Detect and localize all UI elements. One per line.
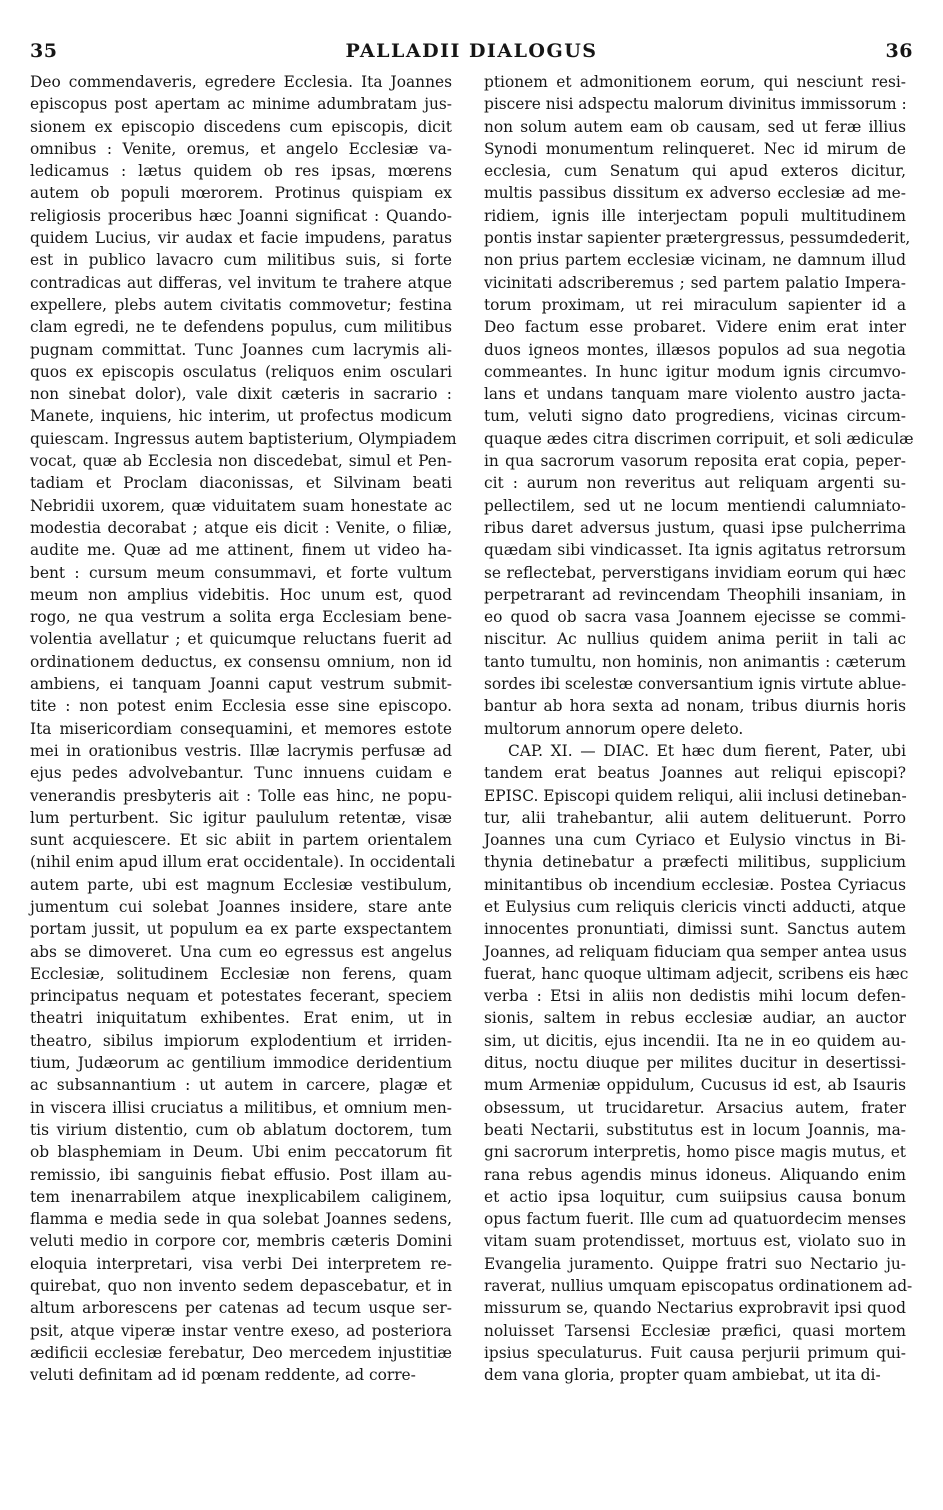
text-line: quos ex episcopis osculatus (reliquos enim osculari	[30, 362, 452, 381]
text-line: expellere, plebs autem civitatis commovetur; festina	[30, 295, 452, 314]
paragraph-chapter-xi	[484, 740, 913, 1387]
text-line: clam egredi, ne te defendens populus, cum militibus	[30, 318, 452, 337]
text-line: tem inenarrabilem atque inexplicabilem caliginem,	[30, 1187, 452, 1206]
text-line: missurum se, quando Nectarius exprobravit ipsi quod	[484, 1299, 906, 1318]
text-line: sionis, saltem in rebus ecclesiæ audiar, an auctor	[484, 1009, 906, 1028]
text-line: bent : cursum meum consummavi, et forte vultum	[30, 563, 452, 582]
text-line: Evangelia juramento. Quippe fratri suo Nectario ju-	[484, 1254, 906, 1273]
text-line: fuerat, hanc quoque ultimam adjecit, scribens eis hæc	[484, 964, 909, 983]
text-line: eo quod ob sacra vasa Joannem ejecisse se commi-	[484, 608, 906, 627]
text-line: in viscera illisi cruciatus a militibus, et omnium men-	[30, 1098, 452, 1117]
text-line: noluisset Tarsensi Ecclesiæ præfici, quasi mortem	[484, 1321, 906, 1340]
text-line: minitantibus ob incendium ecclesiæ. Postea Cyriacus	[484, 875, 906, 894]
text-line: tadiam et Proclam diaconissas, et Silvinam beati	[30, 474, 452, 493]
running-title: PALLADII DIALOGUS	[345, 40, 598, 62]
text-line: et actio ipsa loquitur, cum suiipsius causa bonum	[484, 1187, 906, 1206]
text-line: beati Nectarii, substitutus est in locum Joannis, ma-	[484, 1120, 906, 1139]
text-line: Synodi monumentum relinqueret. Nec id mirum de	[484, 139, 906, 158]
text-line: veluti medio in corpore cor, membris cæteris Domini	[30, 1232, 452, 1251]
text-line: lans et undans tanquam mare violento austro jacta-	[484, 385, 906, 404]
text-line: multis passibus dissitum ex adverso ecclesiæ ad me-	[484, 184, 906, 203]
text-line: ledicamus : lætus quidem ob res ipsas, mœrens	[30, 162, 452, 181]
page-number-right: 36	[885, 40, 913, 62]
text-line: vitam suam protendisset, mortuus est, violato suo in	[484, 1232, 906, 1251]
text-line: thynia detinebatur a præfecti militibus, supplicium	[484, 853, 906, 872]
text-line: tandem erat beatus Joannes aut reliqui episcopi?	[484, 764, 906, 783]
text-line: tum, veluti signo dato progrediens, vicinas circum-	[484, 407, 906, 426]
text-line: opus factum fuerit. Ille cum ad quatuordecim menses	[484, 1210, 906, 1229]
left-column	[30, 71, 457, 1387]
text-line: rogo, ne qua vestrum a solita erga Ecclesiam bene-	[30, 608, 452, 627]
text-line: omnibus : Venite, oremus, et angelo Ecclesiæ va-	[30, 139, 452, 158]
text-line: sionem ex episcopio discedens cum episcopis, dicit	[30, 117, 452, 136]
text-line: tite : non potest enim Ecclesia esse sine episcopo.	[30, 697, 452, 716]
text-line: torum proximam, ut rei miraculum sapienter id a	[484, 295, 906, 314]
text-line: principatus nequam et potestates fecerant, speciem	[30, 987, 452, 1006]
text-line: audite me. Quæ ad me attinent, finem ut video ha-	[30, 541, 452, 560]
text-line: altum arborescens per catenas ad tecum usque ser-	[30, 1299, 452, 1318]
text-line: episcopus post apertam ac minime adumbratam jus-	[30, 95, 452, 114]
text-line: dem vana gloria, propter quam ambiebat, ut ita di-	[484, 1366, 881, 1385]
text-line: theatro, sibilus impiorum explodentium et irriden-	[30, 1031, 452, 1050]
text-line: commeantes. In hunc igitur modum ignis circumvo-	[484, 362, 906, 381]
text-line: quiescam. Ingressus autem baptisterium, Olympiadem	[30, 429, 457, 448]
text-line: EPISC. Episcopi quidem reliqui, alii inclusi detineban-	[484, 786, 907, 805]
text-line: Joannes, ad reliquam fiduciam qua semper antea usus	[484, 942, 907, 961]
text-line: ecclesia, cum Senatum qui apud exteros dicitur,	[484, 162, 906, 181]
text-line: pontis instar sapienter prætergressus, pessumdederit,	[484, 229, 911, 248]
text-line: volentia avellatur ; et quicumque reluctans fuerit ad	[30, 630, 452, 649]
text-line: quædam sibi vindicasset. Ita ignis agitatus retrorsum	[484, 541, 906, 560]
text-line: ptionem et admonitionem eorum, qui nesciunt resi-	[484, 73, 906, 91]
text-line: sunt acquiescere. Et sic abiit in partem orientalem	[30, 831, 452, 850]
text-line: lum perturbent. Sic igitur paululum retentæ, visæ	[30, 808, 452, 827]
text-line: innocentes pronuntiati, dimissi sunt. Sanctus autem	[484, 920, 906, 939]
text-line: pugnam committat. Tunc Joannes cum lacrymis ali-	[30, 340, 452, 359]
text-line: non solum autem eam ob causam, sed ut feræ illius	[484, 117, 906, 136]
text-line: Ecclesiæ, solitudinem Ecclesiæ non ferens, quam	[30, 964, 452, 983]
text-line: rana rebus agendis minus idoneus. Aliquando enim	[484, 1165, 906, 1184]
text-line: raverat, nullius umquam episcopatus ordinationem ad-	[484, 1277, 913, 1296]
text-line: tis virium distentio, cum ob ablatum doctorem, tum	[30, 1120, 452, 1139]
text-line: sordes ibi scelestæ conversantium ignis virtute ablue-	[484, 675, 907, 694]
text-line: flamma e media sede in qua solebat Joannes sedens,	[30, 1210, 452, 1229]
text-line: cit : aurum non reveritus aut reliquam argenti su-	[484, 474, 906, 493]
text-line: tur, alii trahebantur, alii autem delituerunt. Porro	[484, 808, 906, 827]
page-number-left: 35	[30, 40, 58, 62]
text-line: portam jussit, ut populum ea ex parte exspectantem	[30, 920, 452, 939]
text-line: tium, Judæorum ac gentilium immodice deridentium	[30, 1054, 452, 1073]
text-line: abs se dimoveret. Una cum eo egressus est angelus	[30, 942, 452, 961]
text-line: ordinationem deductus, ex consensu omnium, non id	[30, 652, 452, 671]
text-line: jumentum cui solebat Joannes insidere, stare ante	[30, 897, 452, 916]
text-line: psit, atque viperæ instar ventre exeso, ad posteriora	[30, 1321, 452, 1340]
text-line: Nebridii uxorem, quæ viduitatem suam honestate ac	[30, 496, 452, 515]
text-line: sim, ut dicitis, ejus incendii. Ita ne in eo quidem au-	[484, 1031, 906, 1050]
text-line: pellectilem, sed ut ne locum mentiendi calumniato-	[484, 496, 906, 515]
text-line: ridiem, ignis ille interjectam populi multitudinem	[484, 206, 906, 225]
text-line: non sinebat dolor), vale dixit cæteris in sacrario :	[30, 385, 452, 404]
text-line: gni sacrorum interpretis, homo pisce magis mutus, et	[484, 1143, 906, 1162]
text-line: remissio, ibi sanguinis fiebat effusio. Post illam au-	[30, 1165, 452, 1184]
text-line: duos igneos montes, illæsos populos ad sua negotia	[484, 340, 906, 359]
text-line: autem ob populi mœrorem. Protinus quispiam ex	[30, 184, 452, 203]
text-line: modestia decorabat ; atque eis dicit : Venite, o filiæ,	[30, 518, 452, 537]
text-line: ditus, noctu diuque per milites ducitur in desertissi-	[484, 1054, 906, 1073]
right-column	[484, 71, 914, 1387]
text-line: piscere nisi adspectu malorum divinitus immissorum :	[484, 95, 907, 114]
text-line: ædificii ecclesiæ ferebatur, Deo mercedem injustitiæ	[30, 1343, 452, 1362]
text-line: veluti definitam ad id pœnam reddente, ad corre-	[30, 1366, 416, 1385]
text-line: in qua sacrorum vasorum reposita erat copia, peper-	[484, 452, 906, 471]
text-line: verba : Etsi in aliis non dedistis mihi locum defen-	[484, 987, 906, 1006]
text-line: ribus daret adversus justum, quasi ipse pulcherrima	[484, 518, 906, 537]
paragraph	[30, 71, 457, 1387]
text-line: Deo factum esse probaret. Videre enim erat inter	[484, 318, 906, 337]
text-line: theatri iniquitatum exhibentes. Erat enim, ut in	[30, 1009, 452, 1028]
text-line: quaque ædes citra discrimen corripuit, et soli ædiculæ	[484, 429, 914, 448]
text-line: CAP. XI. — DIAC. Et hæc dum fierent, Pater, ubi	[508, 741, 906, 760]
text-line: religiosis proceribus hæc Joanni significat : Quando-	[30, 206, 452, 225]
text-line: bantur ab hora sexta ad nonam, tribus diurnis horis	[484, 697, 906, 716]
text-line: Ita misericordiam consequamini, et memores estote	[30, 719, 452, 738]
text-line: Deo commendaveris, egredere Ecclesia. Ita Joannes	[30, 73, 452, 91]
text-line: ambiens, ei tanquam Joanni caput vestrum submit-	[30, 675, 452, 694]
text-line: Manete, inquiens, hic interim, ut profectus modicum	[30, 407, 452, 426]
text-line: tanto tumultu, non hominis, non animantis : cæterum	[484, 652, 906, 671]
text-line: est in publico lavacro cum militibus suis, si forte	[30, 251, 452, 270]
text-line: mum Armeniæ oppidulum, Cucusus id est, ab Isauris	[484, 1076, 906, 1095]
text-line: venerandis presbyteris ait : Tolle eas hinc, ne popu-	[30, 786, 452, 805]
page-header	[30, 40, 913, 64]
text-line: perpetrarant ad revincendam Theophili insaniam, in	[484, 585, 906, 604]
text-line: obsessum, ut trucidaretur. Arsacius autem, frater	[484, 1098, 906, 1117]
text-line: ac subsannantium : ut autem in carcere, plagæ et	[30, 1076, 452, 1095]
text-line: ob blasphemiam in Deum. Ubi enim peccatorum fit	[30, 1143, 452, 1162]
text-line: vicinitati adscriberemus ; sed partem palatio Impera-	[484, 273, 906, 292]
text-line: niscitur. Ac nullius quidem anima periit in tali ac	[484, 630, 906, 649]
text-line: (nihil enim apud illum erat occidentale). In occidentali	[30, 853, 456, 872]
text-line: ipsius speculaturus. Fuit causa perjurii primum qui-	[484, 1343, 906, 1362]
text-line: multorum annorum opere deleto.	[484, 719, 744, 738]
text-line: meum non amplius videbitis. Hoc unum est, quod	[30, 585, 452, 604]
text-line: mei in orationibus vestris. Illæ lacrymis perfusæ ad	[30, 741, 452, 760]
text-line: ejus pedes advolvebantur. Tunc innuens cuidam e	[30, 764, 452, 783]
text-line: quidem Lucius, vir audax et facie impudens, paratus	[30, 229, 452, 248]
text-line: eloquia interpretari, visa verbi Dei interpretem re-	[30, 1254, 452, 1273]
text-line: autem parte, ubi est magnum Ecclesiæ vestibulum,	[30, 875, 452, 894]
text-line: non prius partem ecclesiæ vicinam, ne damnum illud	[484, 251, 906, 270]
text-line: contradicas aut differas, vel invitum te trahere atque	[30, 273, 452, 292]
text-line: se reflectebat, perverstigans invidiam eorum qui hæc	[484, 563, 906, 582]
paragraph	[484, 71, 914, 740]
text-line: Joannes una cum Cyriaco et Eulysio vinctus in Bi-	[484, 831, 906, 850]
text-line: quirebat, quo non invento sedem depascebatur, et in	[30, 1277, 452, 1296]
text-line: vocat, quæ ab Ecclesia non discedebat, simul et Pen-	[30, 452, 452, 471]
text-line: et Eulysius cum reliquis clericis vincti adducti, atque	[484, 897, 906, 916]
